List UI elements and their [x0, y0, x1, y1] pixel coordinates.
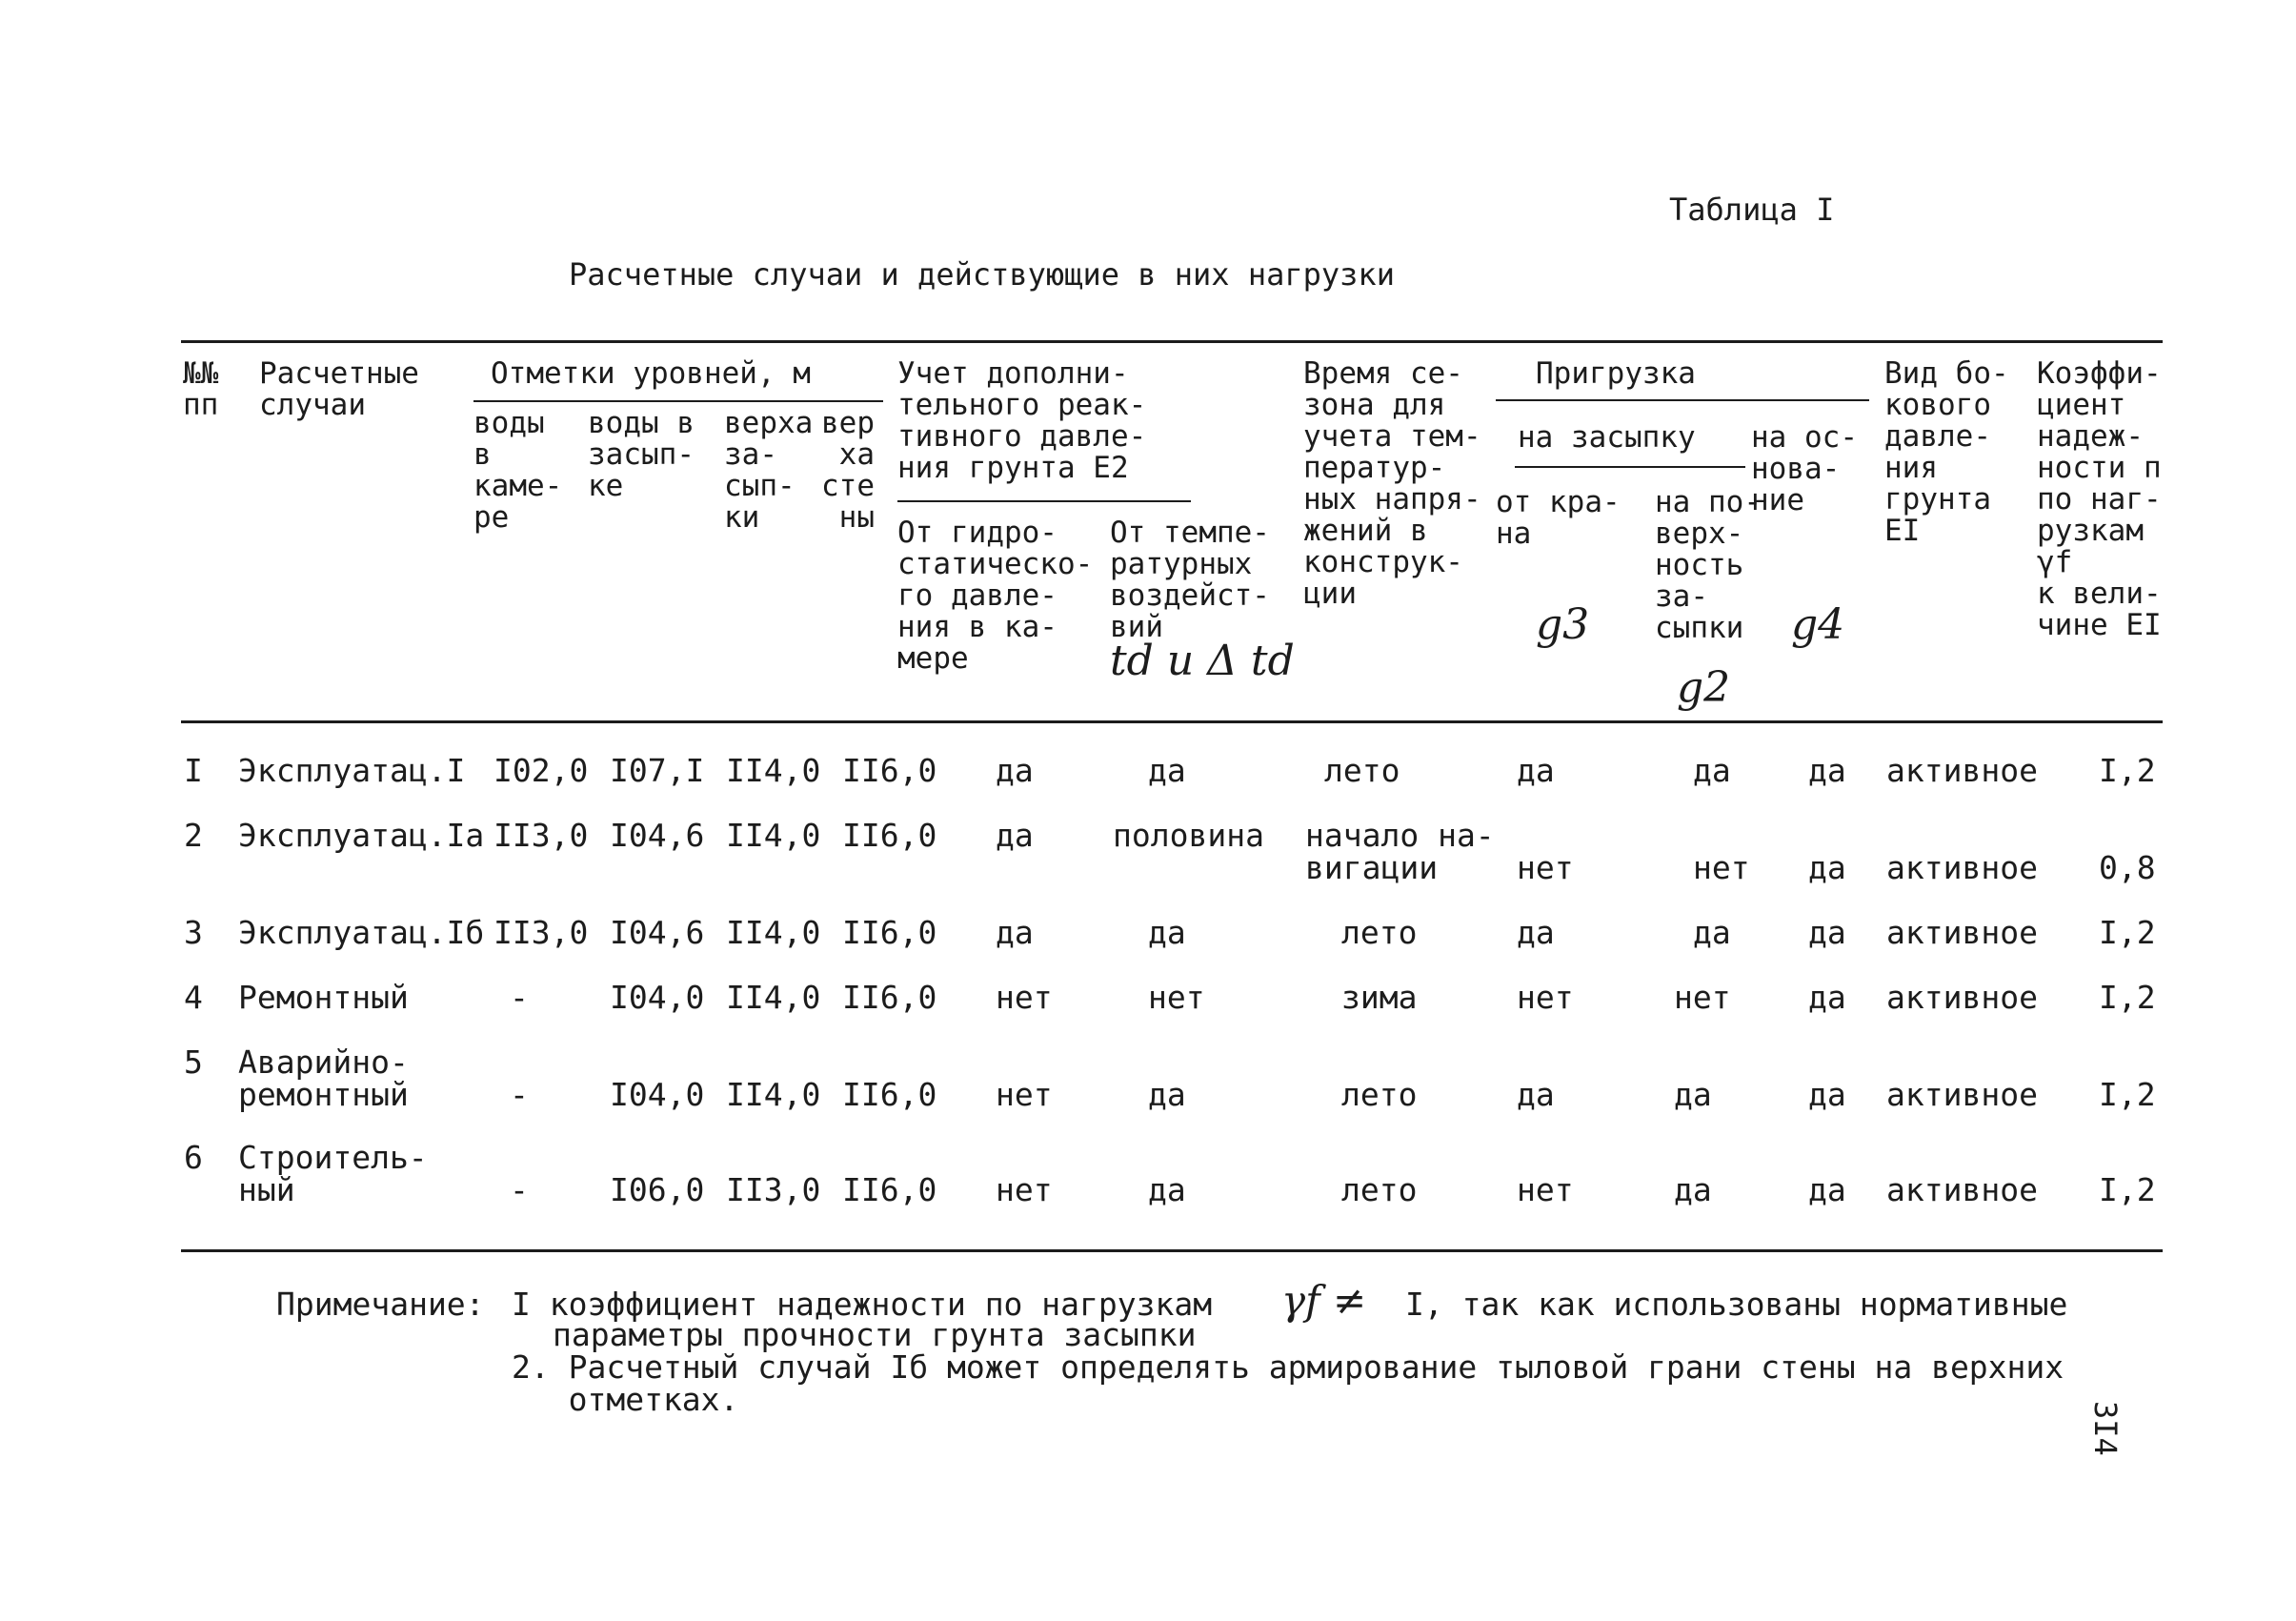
- header-top-fill: верха за- сып- ки: [724, 406, 814, 535]
- row2-top-wall: II6,0: [842, 817, 937, 854]
- row5-top-fill: II4,0: [726, 1076, 821, 1113]
- row1-temp: да: [1148, 752, 1186, 789]
- temp-symbol: td и Δ td: [1110, 637, 1295, 685]
- row6-base: да: [1808, 1171, 1846, 1208]
- row3-water-chamber: II3,0: [493, 914, 589, 951]
- note-item1-start: I коэффициент надежности по нагрузкам: [512, 1286, 1213, 1323]
- row2-top-fill: II4,0: [726, 817, 821, 854]
- row3-top-fill: II4,0: [726, 914, 821, 951]
- row1-water-fill: I07,I: [610, 752, 705, 789]
- row4-water-chamber: -: [510, 979, 529, 1016]
- row1-edge: да: [1517, 752, 1555, 789]
- row1-lateral: активное: [1886, 752, 2038, 789]
- row2-num: 2: [184, 817, 203, 854]
- row1-case: Эксплуатац.I: [238, 752, 466, 789]
- row6-num: 6: [184, 1139, 203, 1176]
- surcharge-underline: [1496, 399, 1869, 401]
- row3-water-fill: I04,6: [610, 914, 705, 951]
- row4-top-fill: II4,0: [726, 979, 821, 1016]
- header-lateral: Вид бо- кового давле- ния грунта EI: [1884, 356, 2009, 548]
- header-num: №№ пп: [183, 356, 219, 422]
- row5-edge: да: [1517, 1076, 1555, 1113]
- onfill-underline: [1515, 466, 1745, 468]
- header-bottom-rule: [181, 720, 2163, 723]
- header-water-fill: воды в засып- ке: [588, 406, 695, 503]
- header-on-surface: на по- верх- ность за- сыпки: [1655, 485, 1762, 645]
- row1-top-fill: II4,0: [726, 752, 821, 789]
- row5-top-wall: II6,0: [842, 1076, 937, 1113]
- table-title: Расчетные случаи и действующие в них нагрузки: [569, 256, 1395, 293]
- row1-season: лето: [1324, 752, 1400, 789]
- g4-symbol: g4: [1791, 600, 1845, 649]
- row6-case: Строитель- ный: [238, 1139, 428, 1208]
- row3-season: лето: [1341, 914, 1418, 951]
- row4-lateral: активное: [1886, 979, 2038, 1016]
- row5-season: лето: [1341, 1076, 1418, 1113]
- note-item1-line2: параметры прочности грунта засыпки: [553, 1316, 1197, 1353]
- table-bottom-rule: [181, 1249, 2163, 1252]
- gamma-f-symbol: γf ≠: [1281, 1277, 1367, 1324]
- row5-water-chamber: -: [510, 1076, 529, 1113]
- row1-base: да: [1808, 752, 1846, 789]
- row6-coef: I,2: [2099, 1171, 2156, 1208]
- header-cases: Расчетные случаи: [259, 356, 419, 422]
- header-water-chamber: воды в каме- ре: [473, 406, 563, 535]
- row5-water-fill: I04,0: [610, 1076, 705, 1113]
- extra-underline: [897, 500, 1191, 502]
- row6-water-chamber: -: [510, 1171, 529, 1208]
- row2-case: Эксплуатац.Iа: [238, 817, 485, 854]
- row4-hydro: нет: [996, 979, 1053, 1016]
- row2-water-fill: I04,6: [610, 817, 705, 854]
- row1-num: I: [184, 752, 203, 789]
- row3-temp: да: [1148, 914, 1186, 951]
- header-season: Время се- зона для учета тем- ператур- ных напря- жений в конструк- ции: [1303, 356, 1481, 611]
- row4-base: да: [1808, 979, 1846, 1016]
- row3-hydro: да: [996, 914, 1034, 951]
- row1-surface: да: [1693, 752, 1731, 789]
- row3-base: да: [1808, 914, 1846, 951]
- header-extra: Учет дополни- тельного реак- тивного давле- ния грунта E2: [897, 356, 1147, 485]
- row3-top-wall: II6,0: [842, 914, 937, 951]
- row4-surface: нет: [1674, 979, 1731, 1016]
- row6-water-fill: I06,0: [610, 1171, 705, 1208]
- row4-season: зима: [1341, 979, 1418, 1016]
- row1-coef: I,2: [2099, 752, 2156, 789]
- row2-base: да: [1808, 849, 1846, 886]
- row6-surface: да: [1674, 1171, 1712, 1208]
- row5-temp: да: [1148, 1076, 1186, 1113]
- g2-symbol: g2: [1677, 663, 1731, 712]
- row3-coef: I,2: [2099, 914, 2156, 951]
- note-item1-end: I, так как использованы нормативные: [1405, 1286, 2068, 1323]
- row3-surface: да: [1693, 914, 1731, 951]
- row3-lateral: активное: [1886, 914, 2038, 951]
- note-item2: 2. Расчетный случай Iб может определять армирование тыловой грани стены на верхних отметках.: [512, 1348, 2064, 1418]
- row6-top-wall: II6,0: [842, 1171, 937, 1208]
- row5-base: да: [1808, 1076, 1846, 1113]
- row3-case: Эксплуатац.Iб: [238, 914, 485, 951]
- row4-water-fill: I04,0: [610, 979, 705, 1016]
- row6-season: лето: [1341, 1171, 1418, 1208]
- header-surcharge: Пригрузка: [1536, 356, 1696, 391]
- row6-lateral: активное: [1886, 1171, 2038, 1208]
- row2-surface: нет: [1693, 849, 1750, 886]
- header-levels: Отметки уровней, м: [491, 356, 811, 391]
- row5-coef: I,2: [2099, 1076, 2156, 1113]
- row6-temp: да: [1148, 1171, 1186, 1208]
- levels-underline: [473, 400, 883, 402]
- row1-hydro: да: [996, 752, 1034, 789]
- row2-coef: 0,8: [2099, 849, 2156, 886]
- row6-edge: нет: [1517, 1171, 1574, 1208]
- row6-top-fill: II3,0: [726, 1171, 821, 1208]
- row5-lateral: активное: [1886, 1076, 2038, 1113]
- row2-season: начало на- вигации: [1305, 817, 1495, 886]
- row3-edge: да: [1517, 914, 1555, 951]
- table-label: Таблица I: [1669, 192, 1835, 228]
- row4-edge: нет: [1517, 979, 1574, 1016]
- note-label: Примечание:: [276, 1286, 485, 1323]
- row5-case: Аварийно- ремонтный: [238, 1044, 409, 1113]
- row2-edge: нет: [1517, 849, 1574, 886]
- header-from-edge: от кра- на: [1496, 485, 1621, 551]
- row2-water-chamber: II3,0: [493, 817, 589, 854]
- header-on-base: на ос- нова- ние: [1751, 420, 1858, 517]
- row4-case: Ремонтный: [238, 979, 409, 1016]
- row3-num: 3: [184, 914, 203, 951]
- header-from-hydro: От гидро- статическо- го давле- ния в ка- мере: [897, 516, 1094, 676]
- row4-temp: нет: [1148, 979, 1205, 1016]
- header-on-fill: на засыпку: [1518, 420, 1696, 455]
- row4-num: 4: [184, 979, 203, 1016]
- row2-temp: половина: [1113, 817, 1264, 854]
- row5-surface: да: [1674, 1076, 1712, 1113]
- row1-top-wall: II6,0: [842, 752, 937, 789]
- row2-hydro: да: [996, 817, 1034, 854]
- row4-coef: I,2: [2099, 979, 2156, 1016]
- header-top-wall: вер ха сте ны: [821, 406, 875, 535]
- g3-symbol: g3: [1536, 600, 1590, 649]
- row2-lateral: активное: [1886, 849, 2038, 886]
- header-from-temp: От темпе- ратурных воздейст- вий: [1110, 516, 1270, 644]
- top-rule: [181, 340, 2163, 343]
- row5-num: 5: [184, 1044, 203, 1081]
- row6-hydro: нет: [996, 1171, 1053, 1208]
- row1-water-chamber: I02,0: [493, 752, 589, 789]
- header-coef: Коэффи- циент надеж- ности п по наг- рузкам γf к вели- чине EI: [2037, 356, 2162, 642]
- row5-hydro: нет: [996, 1076, 1053, 1113]
- row4-top-wall: II6,0: [842, 979, 937, 1016]
- page-number: 3I4: [2087, 1401, 2124, 1456]
